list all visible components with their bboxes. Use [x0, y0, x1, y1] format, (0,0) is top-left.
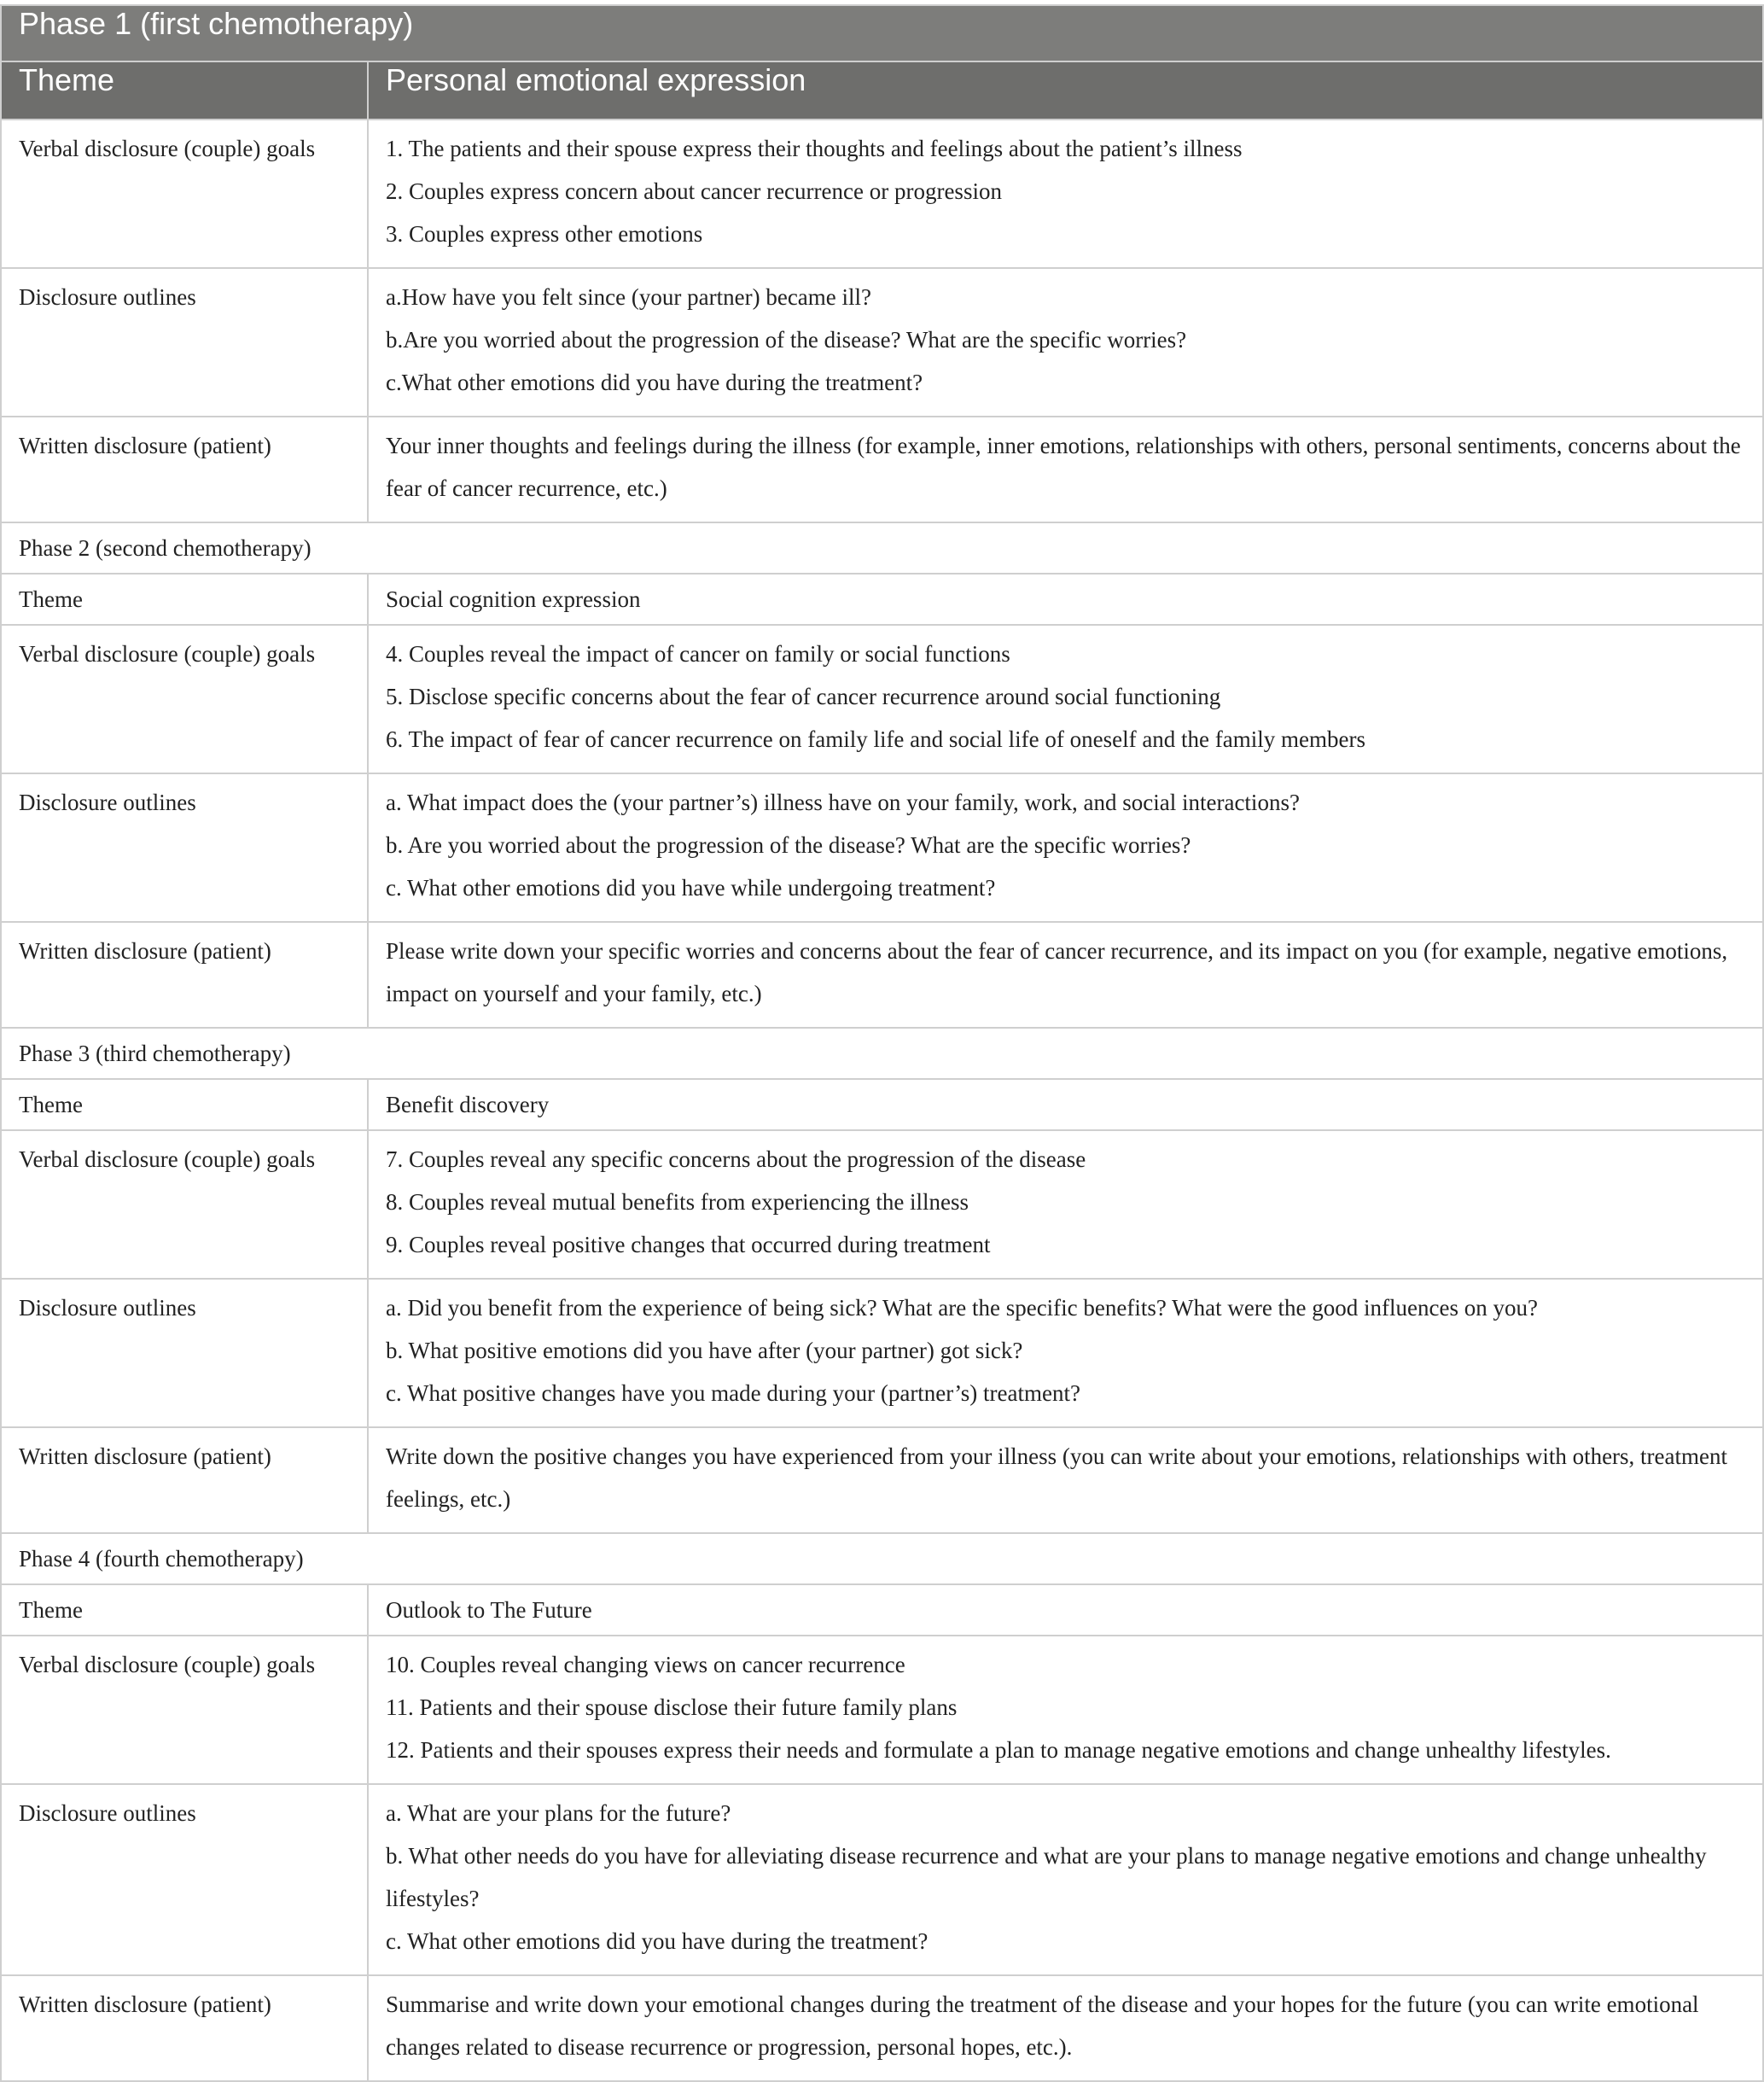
phase1-written [368, 417, 1763, 522]
row-label-verbal [1, 1130, 368, 1279]
phase4-theme-row [1, 1584, 1763, 1636]
row-label-outlines [1, 1784, 368, 1975]
goal-item: 4. Couples reveal the impact of cancer on family or social functions [386, 641, 1010, 667]
phase1-header-row [1, 5, 1763, 61]
phase3-written [368, 1427, 1763, 1533]
phase3-verbal-goals [368, 1130, 1763, 1279]
phase1-verbal-row [1, 120, 1763, 268]
goal-item: 5. Disclose specific concerns about the fear of cancer recurrence around social functioning [386, 684, 1221, 709]
intervention-table [0, 4, 1764, 2082]
phase1-outlines [368, 268, 1763, 417]
row-label-text: Disclosure outlines [19, 790, 196, 815]
phase2-outlines [368, 773, 1763, 922]
goal-item: 8. Couples reveal mutual benefits from experiencing the illness [386, 1189, 969, 1215]
goal-item: 11. Patients and their spouse disclose their future family plans [386, 1694, 958, 1720]
phase2-verbal-row [1, 625, 1763, 773]
outline-item: a. What impact does the (your partner’s) illness have on your family, work, and social interactions? [386, 790, 1300, 815]
phase4-title-row [1, 1533, 1763, 1584]
phase3-theme: Benefit discovery [368, 1079, 1763, 1130]
written-text: Summarise and write down your emotional changes during the treatment of the disease and your hopes for the future (you can write emotional changes related to disease recurrence or progression, personal hopes, etc.). [386, 1992, 1699, 2060]
phase4-written-row [1, 1975, 1763, 2081]
outline-item: b. Are you worried about the progression of the disease? What are the specific worries? [386, 832, 1191, 858]
row-label-outlines [1, 773, 368, 922]
phase2-written [368, 922, 1763, 1028]
outline-item: a.How have you felt since (your partner) became ill? [386, 284, 872, 310]
row-label-text: Written disclosure (patient) [19, 938, 271, 964]
row-label-written [1, 417, 368, 522]
row-label-text: Written disclosure (patient) [19, 1992, 271, 2017]
phase2-title: Phase 2 (second chemotherapy) [1, 522, 1763, 574]
row-label-outlines [1, 1279, 368, 1427]
row-label-text: Verbal disclosure (couple) goals [19, 641, 316, 667]
phase2-theme: Social cognition expression [368, 574, 1763, 625]
phase1-title: Phase 1 (first chemotherapy) [1, 5, 1763, 61]
goal-item: 3. Couples express other emotions [386, 221, 703, 247]
row-label-theme: Theme [1, 1584, 368, 1636]
goal-item: 9. Couples reveal positive changes that occurred during treatment [386, 1232, 991, 1257]
outline-item: a. Did you benefit from the experience of being sick? What are the specific benefits? What were the good influences on you? [386, 1295, 1538, 1321]
row-label-written [1, 922, 368, 1028]
column-header-theme-value: Personal emotional expression [368, 61, 1763, 120]
outline-item: a. What are your plans for the future? [386, 1800, 731, 1826]
phase3-title: Phase 3 (third chemotherapy) [1, 1028, 1763, 1079]
outline-item: b. What positive emotions did you have after (your partner) got sick? [386, 1338, 1023, 1363]
phase2-outlines-row [1, 773, 1763, 922]
phase2-verbal-goals [368, 625, 1763, 773]
phase2-title-row [1, 522, 1763, 574]
phase1-written-row [1, 417, 1763, 522]
row-label-text: Verbal disclosure (couple) goals [19, 136, 316, 161]
phase2-written-row [1, 922, 1763, 1028]
outline-item: b. What other needs do you have for alleviating disease recurrence and what are your plans to manage negative emotions and change unhealthy lifestyles? [386, 1843, 1707, 1911]
row-label-verbal [1, 120, 368, 268]
row-label-theme: Theme [1, 574, 368, 625]
goal-item: 6. The impact of fear of cancer recurrence on family life and social life of oneself and the family members [386, 726, 1365, 752]
goal-item: 7. Couples reveal any specific concerns about the progression of the disease [386, 1146, 1086, 1172]
phase3-outlines [368, 1279, 1763, 1427]
row-label-text: Disclosure outlines [19, 284, 196, 310]
goal-item: 1. The patients and their spouse express their thoughts and feelings about the patient’s illness [386, 136, 1243, 161]
column-header-row [1, 61, 1763, 120]
phase3-written-row [1, 1427, 1763, 1533]
phase4-outlines [368, 1784, 1763, 1975]
outline-item: b.Are you worried about the progression of the disease? What are the specific worries? [386, 327, 1187, 353]
outline-item: c. What other emotions did you have during the treatment? [386, 1928, 929, 1954]
row-label-theme: Theme [1, 1079, 368, 1130]
phase3-theme-row [1, 1079, 1763, 1130]
phase4-theme: Outlook to The Future [368, 1584, 1763, 1636]
phase1-outlines-row [1, 268, 1763, 417]
phase4-title: Phase 4 (fourth chemotherapy) [1, 1533, 1763, 1584]
phase4-written [368, 1975, 1763, 2081]
row-label-verbal [1, 1636, 368, 1784]
outline-item: c. What other emotions did you have while undergoing treatment? [386, 875, 996, 901]
phase4-verbal-goals [368, 1636, 1763, 1784]
row-label-written [1, 1427, 368, 1533]
column-header-theme: Theme [1, 61, 368, 120]
row-label-text: Disclosure outlines [19, 1295, 196, 1321]
phase3-title-row [1, 1028, 1763, 1079]
row-label-text: Verbal disclosure (couple) goals [19, 1652, 316, 1677]
written-text: Write down the positive changes you have experienced from your illness (you can write about your emotions, relationships with others, treatment feelings, etc.) [386, 1443, 1727, 1512]
outline-item: c. What positive changes have you made during your (partner’s) treatment? [386, 1380, 1080, 1406]
phase4-verbal-row [1, 1636, 1763, 1784]
outline-item: c.What other emotions did you have during the treatment? [386, 370, 923, 395]
phase2-theme-row [1, 574, 1763, 625]
written-text: Your inner thoughts and feelings during the illness (for example, inner emotions, relationships with others, personal sentiments, concerns about the fear of cancer recurrence, etc.) [386, 433, 1741, 501]
goal-item: 10. Couples reveal changing views on cancer recurrence [386, 1652, 905, 1677]
phase3-verbal-row [1, 1130, 1763, 1279]
written-text: Please write down your specific worries and concerns about the fear of cancer recurrence, and its impact on you (for example, negative emotions, impact on yourself and your family, etc.) [386, 938, 1728, 1006]
goal-item: 12. Patients and their spouses express their needs and formulate a plan to manage negative emotions and change unhealthy lifestyles. [386, 1737, 1611, 1763]
phase4-outlines-row [1, 1784, 1763, 1975]
phase3-outlines-row [1, 1279, 1763, 1427]
row-label-text: Disclosure outlines [19, 1800, 196, 1826]
goal-item: 2. Couples express concern about cancer recurrence or progression [386, 178, 1002, 204]
phase1-verbal-goals [368, 120, 1763, 268]
row-label-verbal [1, 625, 368, 773]
row-label-outlines [1, 268, 368, 417]
row-label-written [1, 1975, 368, 2081]
row-label-text: Written disclosure (patient) [19, 433, 271, 458]
row-label-text: Written disclosure (patient) [19, 1443, 271, 1469]
row-label-text: Verbal disclosure (couple) goals [19, 1146, 316, 1172]
